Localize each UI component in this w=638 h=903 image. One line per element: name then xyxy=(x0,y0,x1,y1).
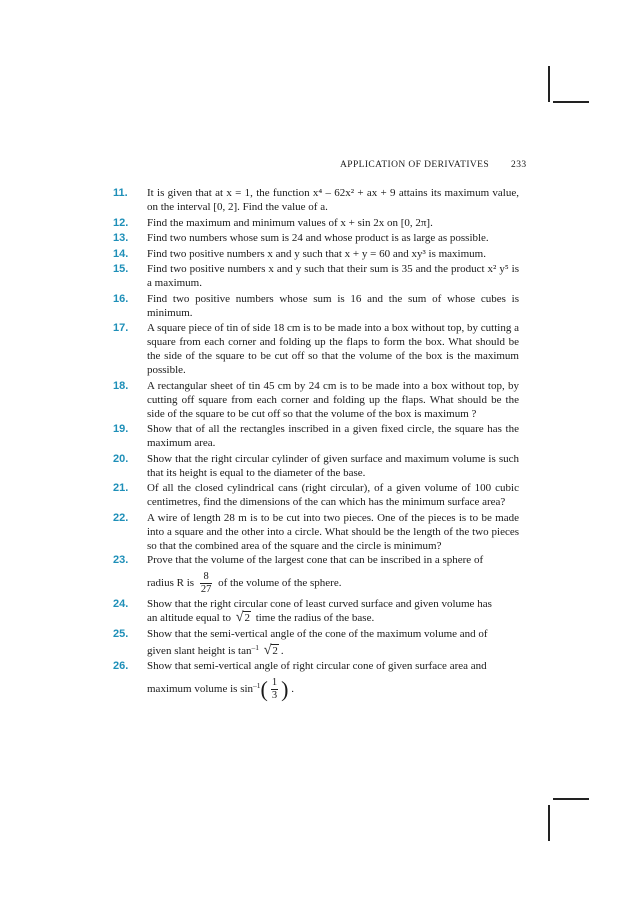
formula-prefix: given slant height is tan xyxy=(147,644,252,657)
exercise-item xyxy=(113,379,519,421)
exercise-number: 15. xyxy=(113,263,129,275)
exercise-item xyxy=(113,511,519,553)
exercise-24 xyxy=(113,597,519,625)
exercise-number: 26. xyxy=(113,660,129,672)
exercise-text: A rectangular sheet of tin 45 cm by 24 cm is to be made into a box without top, by cutting off square from each corner and folding up the flaps. What should be the side of the square to be cut off so that the volume of the box is maximum ? xyxy=(147,379,519,420)
exercise-item xyxy=(113,481,519,509)
fraction xyxy=(271,677,278,702)
exercise-item xyxy=(113,422,519,450)
exercise-text: Show that the right circular cone of least curved surface and given volume has xyxy=(147,598,492,610)
formula-suffix: time the radius of the base. xyxy=(255,612,375,624)
exercise-26 xyxy=(113,659,519,702)
crop-mark-horizontal-bottom xyxy=(553,798,589,800)
superscript: –1 xyxy=(251,642,259,652)
exercise-number: 25. xyxy=(113,627,129,640)
square-root xyxy=(264,644,279,658)
square-root xyxy=(236,611,251,625)
exercise-item xyxy=(113,321,519,377)
exercise-number: 23. xyxy=(113,553,129,566)
exercise-formula-line xyxy=(147,677,519,702)
exercise-text: A wire of length 28 m is to be cut into two pieces. One of the pieces is to be made into a square and the other into a circle. What should be the length of the two pieces so that the combined area of the square and the circle is minimum? xyxy=(147,511,519,552)
exercise-text: Find two positive numbers x and y such that their sum is 35 and the product x² y⁵ is a maximum. xyxy=(147,263,519,289)
exercise-23 xyxy=(113,553,519,596)
fraction-numerator: 8 xyxy=(200,571,213,584)
exercise-text: Find two positive numbers x and y such that x + y = 60 and xy³ is maximum. xyxy=(147,247,486,260)
exercise-number: 20. xyxy=(113,452,129,465)
fraction-numerator: 1 xyxy=(271,677,278,688)
fraction-denominator: 3 xyxy=(271,690,278,701)
exercise-text: Find the maximum and minimum values of x + sin 2x on [0, 2π]. xyxy=(147,216,433,229)
exercise-number: 24. xyxy=(113,598,129,610)
crop-mark-vertical-top xyxy=(548,66,550,102)
crop-mark-vertical-bottom xyxy=(548,805,550,841)
exercise-text: Show that the right circular cylinder of given surface and maximum volume is such that its height is equal to the diameter of the base. xyxy=(147,452,519,479)
radical-sign-icon: √ xyxy=(263,642,272,658)
formula-suffix: of the volume of the sphere. xyxy=(218,576,342,589)
exercise-list xyxy=(113,186,519,702)
radical-sign-icon: √ xyxy=(235,610,244,625)
exercise-formula-line xyxy=(147,611,519,625)
radicand: 2 xyxy=(272,644,278,657)
exercise-item xyxy=(113,247,519,261)
exercise-text: Show that the semi-vertical angle of the cone of the maximum volume and of xyxy=(147,627,488,640)
exercise-number: 22. xyxy=(113,511,129,524)
exercise-text: Of all the closed cylindrical cans (right circular), of a given volume of 100 cubic centimetres, find the dimensions of the can which has the minimum surface area? xyxy=(147,482,519,508)
exercise-item xyxy=(113,231,519,245)
fraction xyxy=(200,571,213,596)
exercise-number: 14. xyxy=(113,247,129,260)
fraction-denominator: 27 xyxy=(200,583,212,595)
exercise-number: 17. xyxy=(113,322,129,334)
exercise-item xyxy=(113,452,519,480)
exercise-text: Show that semi-vertical angle of right circular cone of given surface area and xyxy=(147,660,487,672)
exercise-text: Show that of all the rectangles inscribed in a given fixed circle, the square has the maximum area. xyxy=(147,423,519,449)
left-paren-icon: ( xyxy=(260,676,268,702)
exercise-item xyxy=(113,292,519,320)
crop-mark-horizontal-top xyxy=(553,101,589,103)
exercise-formula-line xyxy=(147,641,519,658)
exercise-formula-line xyxy=(147,571,519,596)
exercise-item xyxy=(113,262,519,290)
exercise-number: 18. xyxy=(113,379,129,392)
formula-suffix: . xyxy=(280,644,284,657)
exercise-items-11-22 xyxy=(113,186,519,553)
exercise-item xyxy=(113,216,519,230)
exercise-number: 21. xyxy=(113,482,129,494)
formula-prefix: maximum volume is sin xyxy=(147,683,254,696)
radicand: 2 xyxy=(244,612,250,624)
chapter-title: APPLICATION OF DERIVATIVES xyxy=(340,160,490,170)
exercise-number: 13. xyxy=(113,232,129,244)
superscript: –1 xyxy=(253,681,261,691)
exercise-text: Find two positive numbers whose sum is 16 and the sum of whose cubes is minimum. xyxy=(147,292,519,319)
formula-suffix: . xyxy=(291,683,294,696)
exercise-text: Find two numbers whose sum is 24 and whose product is as large as possible. xyxy=(147,232,489,244)
exercise-number: 11. xyxy=(113,187,128,199)
page-number: 233 xyxy=(511,160,527,170)
exercise-text: A square piece of tin of side 18 cm is to be made into a box without top, by cutting a square from each corner and folding up the flaps to form the box. What should be the side of the square to be cut off so that the volume of the box is the maximum possible. xyxy=(147,322,519,376)
exercise-text: Prove that the volume of the largest cone that can be inscribed in a sphere of xyxy=(147,553,484,566)
right-paren-icon: ) xyxy=(281,676,289,702)
exercise-25 xyxy=(113,627,519,658)
exercise-number: 16. xyxy=(113,292,129,305)
formula-prefix: an altitude equal to xyxy=(147,612,231,624)
exercise-text: It is given that at x = 1, the function x⁴ – 62x² + ax + 9 attains its maximum value, on the interval [0, 2]. Find the value of a. xyxy=(147,187,519,213)
formula-prefix: radius R is xyxy=(147,576,195,589)
running-header xyxy=(340,160,527,170)
exercise-item xyxy=(113,186,519,214)
exercise-number: 12. xyxy=(113,216,129,229)
exercise-number: 19. xyxy=(113,423,129,435)
